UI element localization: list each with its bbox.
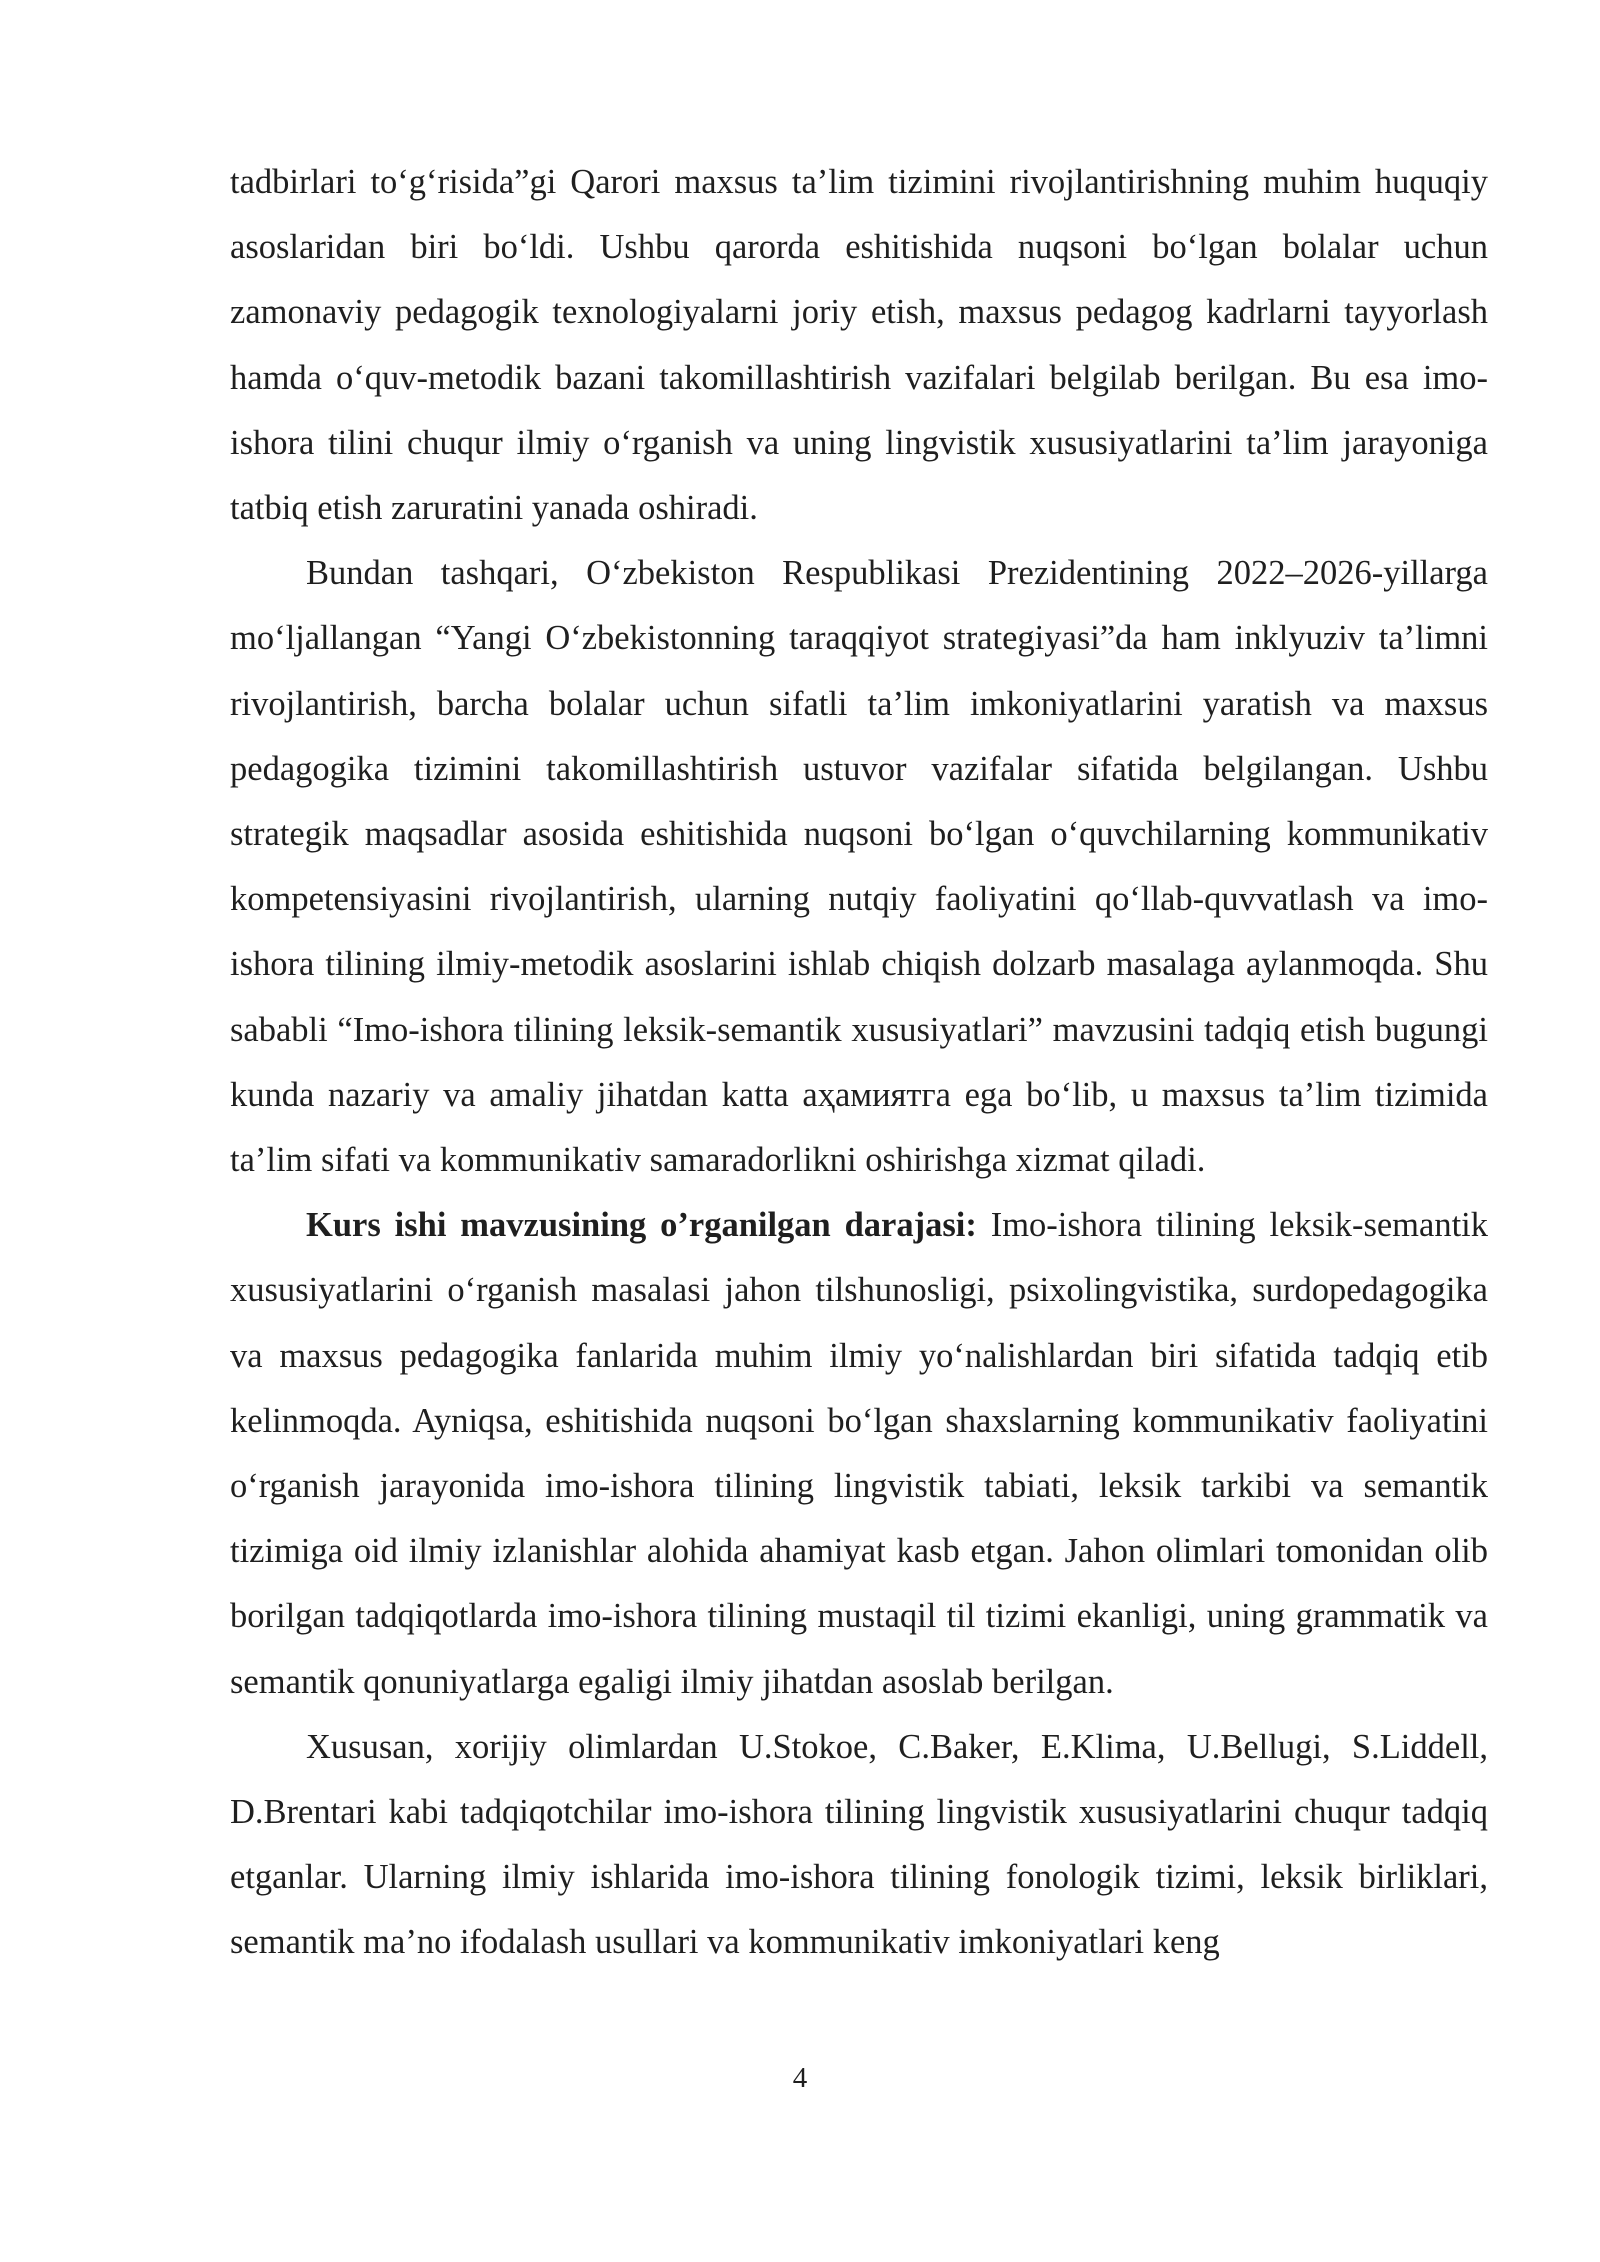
paragraph-research-degree: [230, 1193, 1488, 1715]
page-number: 4: [792, 2062, 808, 2094]
paragraph-continuation: tadbirlari to‘g‘risida”gi Qarori maxsus ta’lim tizimini rivojlantirishning muhim huquqiy asoslaridan biri bo‘ldi. Ushbu qarorda eshitishida nuqsoni bo‘lgan bolalar uchun zamonaviy pedagogik texnologiyalarni joriy etish, maxsus pedagog kadrlarni tayyorlash hamda o‘quv-metodik bazani takomillashtirish vazifalari belgilab berilgan. Bu esa imo-ishora tilini chuqur ilmiy o‘rganish va uning lingvistik xususiyatlarini ta’lim jarayoniga tatbiq etish zaruratini yanada oshiradi.: [230, 163, 1488, 528]
paragraph-strategy: Bundan tashqari, O‘zbekiston Respublikasi Prezidentining 2022–2026-yillarga mo‘ljallangan “Yangi O‘zbekistonning taraqqiyot strategiyasi”da ham inklyuziv ta’limni rivojlantirish, barcha bolalar uchun sifatli ta’lim imkoniyatlarini yaratish va maxsus pedagogika tizimini takomillashtirish ustuvor vazifalar sifatida belgilangan. Ushbu strategik maqsadlar asosida eshitishida nuqsoni bo‘lgan o‘quvchilarning kommunikativ kompetensiyasini rivojlantirish, ularning nutqiy faoliyatini qo‘llab-quvvatlash va imo-ishora tilining ilmiy-metodik asoslarini ishlab chiqish dolzarb masalaga aylanmoqda. Shu sababli “Imo-ishora tilining leksik-semantik xususiyatlari” mavzusini tadqiq etish bugungi kunda nazariy va amaliy jihatdan katta aҳамиятга ega bo‘lib, u maxsus ta’lim tizimida ta’lim sifati va kommunikativ samaradorlikni oshirishga xizmat qiladi.: [230, 554, 1488, 1180]
paragraph-research-degree-text: Imo-ishora tilining leksik-semantik xususiyatlarini o‘rganish masalasi jahon tilshunosligi, psixolingvistika, surdopedagogika va maxsus pedagogika fanlarida muhim ilmiy yo‘nalishlardan biri sifatida tadqiq etib kelinmoqda. Ayniqsa, eshitishida nuqsoni bo‘lgan shaxslarning kommunikativ faoliyatini o‘rganish jarayonida imo-ishora tilining lingvistik tabiati, leksik tarkibi va semantik tizimiga oid ilmiy izlanishlar alohida ahamiyat kasb etgan. Jahon olimlari tomonidan olib borilgan tadqiqotlarda imo-ishora tilining mustaqil til tizimi ekanligi, uning grammatik va semantik qonuniyatlarga egaligi ilmiy jihatdan asoslab berilgan.: [230, 1206, 1488, 1701]
paragraph-foreign-scholars: Xususan, xorijiy olimlardan U.Stokoe, C.Baker, E.Klima, U.Bellugi, S.Liddell, D.Brentari kabi tadqiqotchilar imo-ishora tilining lingvistik xususiyatlarini chuqur tadqiq etganlar. Ularning ilmiy ishlarida imo-ishora tilining fonologik tizimi, leksik birliklari, semantik ma’no ifodalash usullari va kommunikativ imkoniyatlari keng: [230, 1727, 1488, 1962]
body-text: [230, 150, 1488, 1976]
section-heading: Kurs ishi mavzusining o’rganilgan darajasi:: [306, 1206, 977, 1245]
